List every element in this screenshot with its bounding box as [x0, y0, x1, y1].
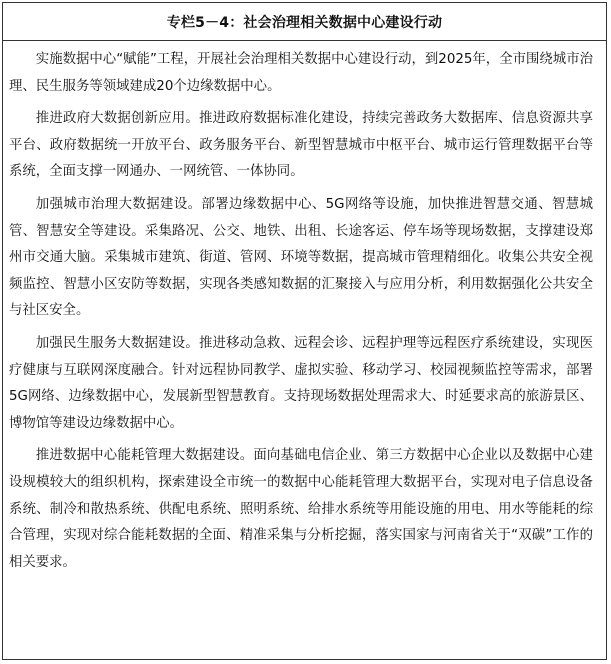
title-bar — [3, 3, 606, 41]
paragraph-government-data: 推进政府大数据创新应用。推进政府数据标准化建设，持续完善政务大数据库、信息资源共享平台、政府数据统一开放平台、政务服务平台、新型智慧城市中枢平台、城市运行管理数据平台等系统，全面支撑一网通办、一网统管、一体协同。 — [9, 111, 593, 180]
paragraph-public-services: 加强民生服务大数据建设。推进移动急救、远程会诊、远程护理等远程医疗系统建设，实现医疗健康与互联网深度融合。针对远程协同教学、虚拟实验、移动学习、校园视频监控等需求，部署5G网络、边缘数据中心，发展新型智慧教育。支持现场数据处理需求大、时延要求高的旅游景区、博物馆等建设边缘数据中心。 — [9, 335, 593, 431]
column-title: 专栏5－4：社会治理相关数据中心建设行动 — [166, 14, 443, 31]
paragraph-energy-management: 推进数据中心能耗管理大数据建设。面向基础电信企业、第三方数据中心企业以及数据中心建设规模较大的组织机构，探索建设全市统一的数据中心能耗管理大数据平台，实现对电子信息设备系统、制冷和散热系统、供配电系统、照明系统、给排水系统等用能设施的用电、用水等能耗的综合管理，实现对综合能耗数据的全面、精准采集与分析挖掘，落实国家与河南省关于“双碳”工作的相关要求。 — [9, 448, 593, 570]
column-box — [2, 2, 607, 660]
paragraph-urban-governance: 加强城市治理大数据建设。部署边缘数据中心、5G网络等设施，加快推进智慧交通、智慧城管、智慧安全等建设。采集路况、公交、地铁、出租、长途客运、停车场等现场数据，支撑建设郑州市交通大脑。采集城市建筑、街道、管网、环境等数据，提高城市管理精细化。收集公共安全视频监控、智慧小区安防等数据，实现各类感知数据的汇聚接入与应用分析，利用数据强化公共安全与社区安全。 — [9, 196, 593, 319]
paragraph-intro: 实施数据中心“赋能”工程，开展社会治理相关数据中心建设行动，到2025年，全市围绕城市治理、民生服务等领域建成20个边缘数据中心。 — [9, 52, 593, 94]
column-body — [3, 41, 606, 576]
